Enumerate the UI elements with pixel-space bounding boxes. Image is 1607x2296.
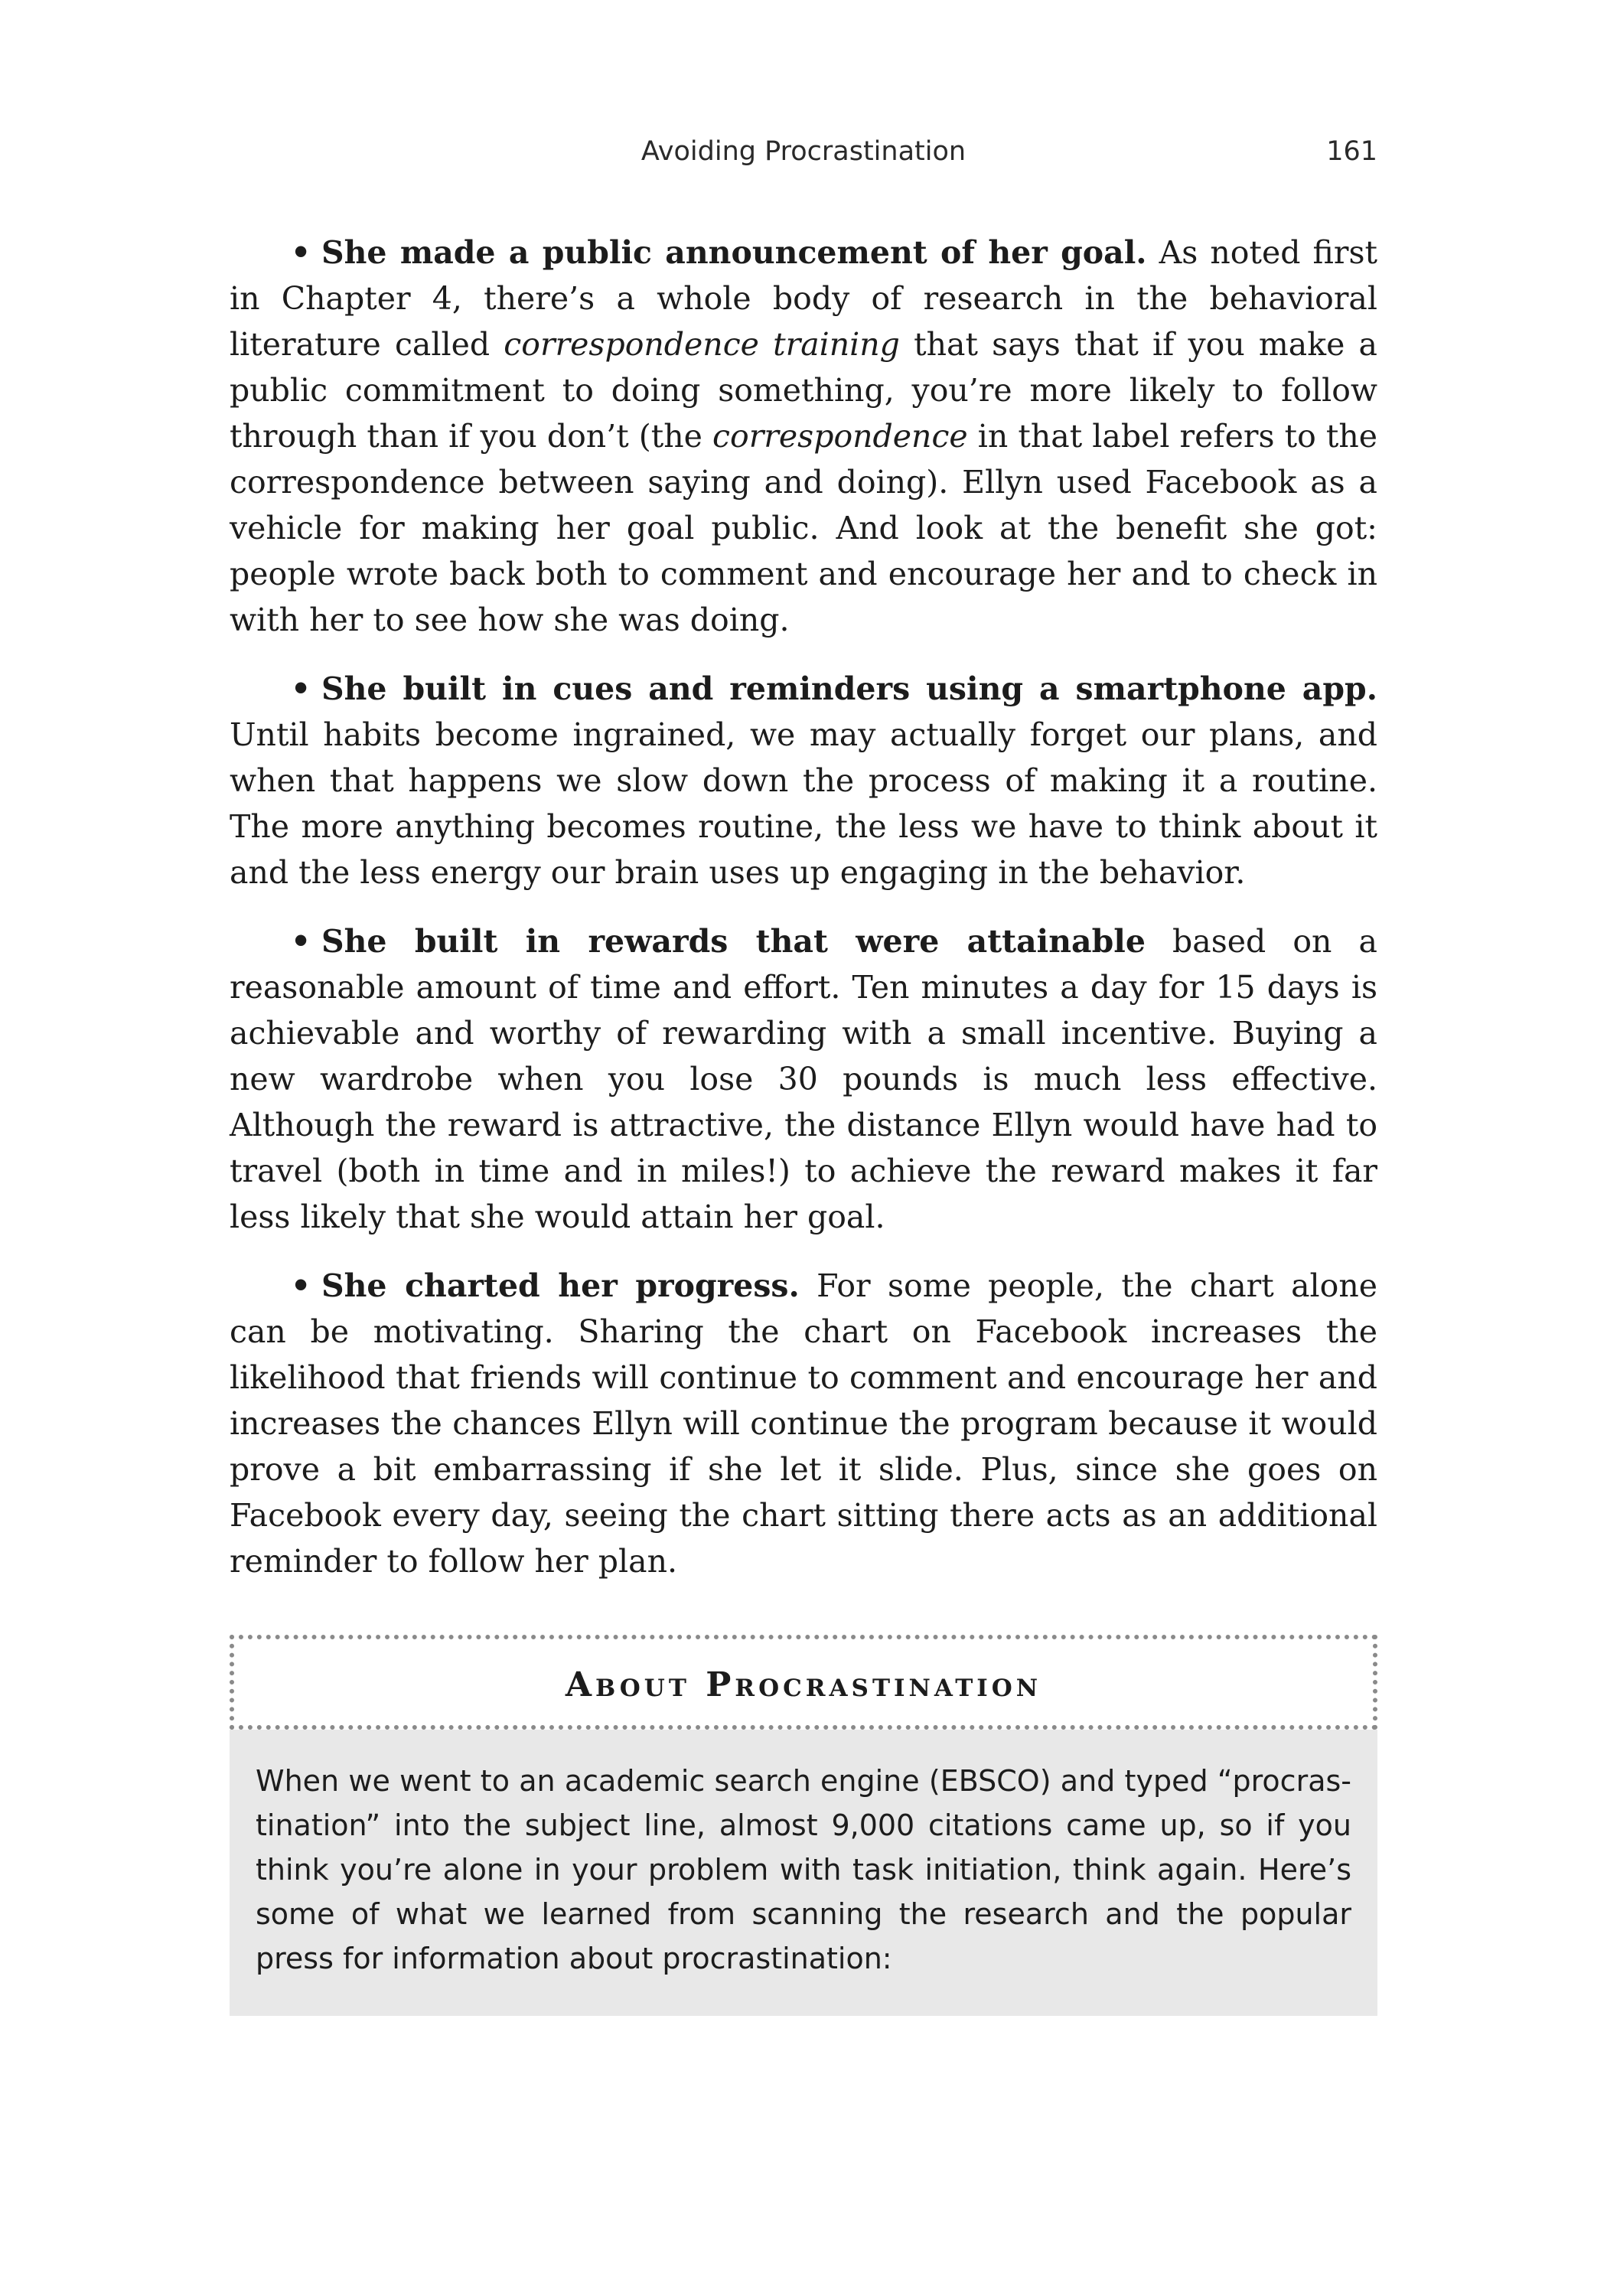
bullet-paragraph xyxy=(230,230,1377,643)
running-head xyxy=(230,136,1377,174)
body-text xyxy=(230,230,1377,1607)
bullet-text: Until habits become ingrained, we may actually forget our plans, and when that happens we slow down the process of making it a routine. The more anything becomes routine, the less we have to think about it and the less energy our brain uses up engaging in the behavior. xyxy=(230,716,1377,891)
bullet-paragraph xyxy=(230,1263,1377,1584)
sidebar-header xyxy=(230,1635,1377,1730)
sidebar-box xyxy=(230,1635,1377,2016)
bullet-text: based on a reasonable amount of time and effort. Ten minutes a day for 15 days is achievable and worthy of rewarding with a small incentive. Buying a new wardrobe when you lose 30 pounds is much less effective. Although the reward is attractive, the distance Ellyn would have had to travel (both in time and in miles!) to achieve the reward makes it far less likely that she would attain her goal. xyxy=(230,923,1377,1235)
bullet-icon: • xyxy=(291,923,311,960)
sidebar-text: When we went to an academic search engine (EBSCO) and typed “procrastination” into the subject line, almost 9,000 citations came up, so if you think you’re alone in your problem with task initiation, think again. Here’s some of what we learned from scanning the research and the popular press for information about procrastination: xyxy=(256,1764,1351,1975)
bullet-text: For some people, the chart alone can be motivating. Sharing the chart on Facebook increases the likelihood that friends will continue to comment and encourage her and increases the chances Ellyn will continue the program because it would prove a bit embarrassing if she let it slide. Plus, since she goes on Facebook every day, seeing the chart sitting there acts as an additional reminder to follow her plan. xyxy=(230,1267,1377,1580)
page-number: 161 xyxy=(1326,136,1377,167)
bullet-emphasis: correspondence xyxy=(712,418,968,455)
bullet-text: As noted first in Chapter 4, there’s a whole body of research in the behavioral literature called xyxy=(230,234,1377,363)
running-title: Avoiding Procrastination xyxy=(641,136,966,167)
bullet-emphasis: correspondence training xyxy=(504,326,900,363)
bullet-paragraph xyxy=(230,918,1377,1240)
bullet-lead: She made a public announcement of her goal. xyxy=(321,234,1147,271)
bullet-icon: • xyxy=(291,1267,311,1304)
bullet-icon: • xyxy=(291,234,311,271)
bullet-lead: She charted her progress. xyxy=(321,1267,800,1304)
bullet-text: that says that if you make a public commitment to doing something, you’re more likely to follow through than if you don’t (the xyxy=(230,326,1377,455)
bullet-paragraph xyxy=(230,666,1377,895)
bullet-icon: • xyxy=(291,670,311,707)
bullet-lead: She built in rewards that were attainable xyxy=(321,923,1146,960)
sidebar-title: About Procrastination xyxy=(565,1665,1042,1704)
bullet-lead: She built in cues and reminders using a smartphone app. xyxy=(321,670,1377,707)
bullet-text: in that label refers to the correspondence between saying and doing). Ellyn used Facebook as a vehicle for making her goal public. And look at the benefit she got: people wrote back both to comment and encourage her and to check in with her to see how she was doing. xyxy=(230,418,1377,638)
